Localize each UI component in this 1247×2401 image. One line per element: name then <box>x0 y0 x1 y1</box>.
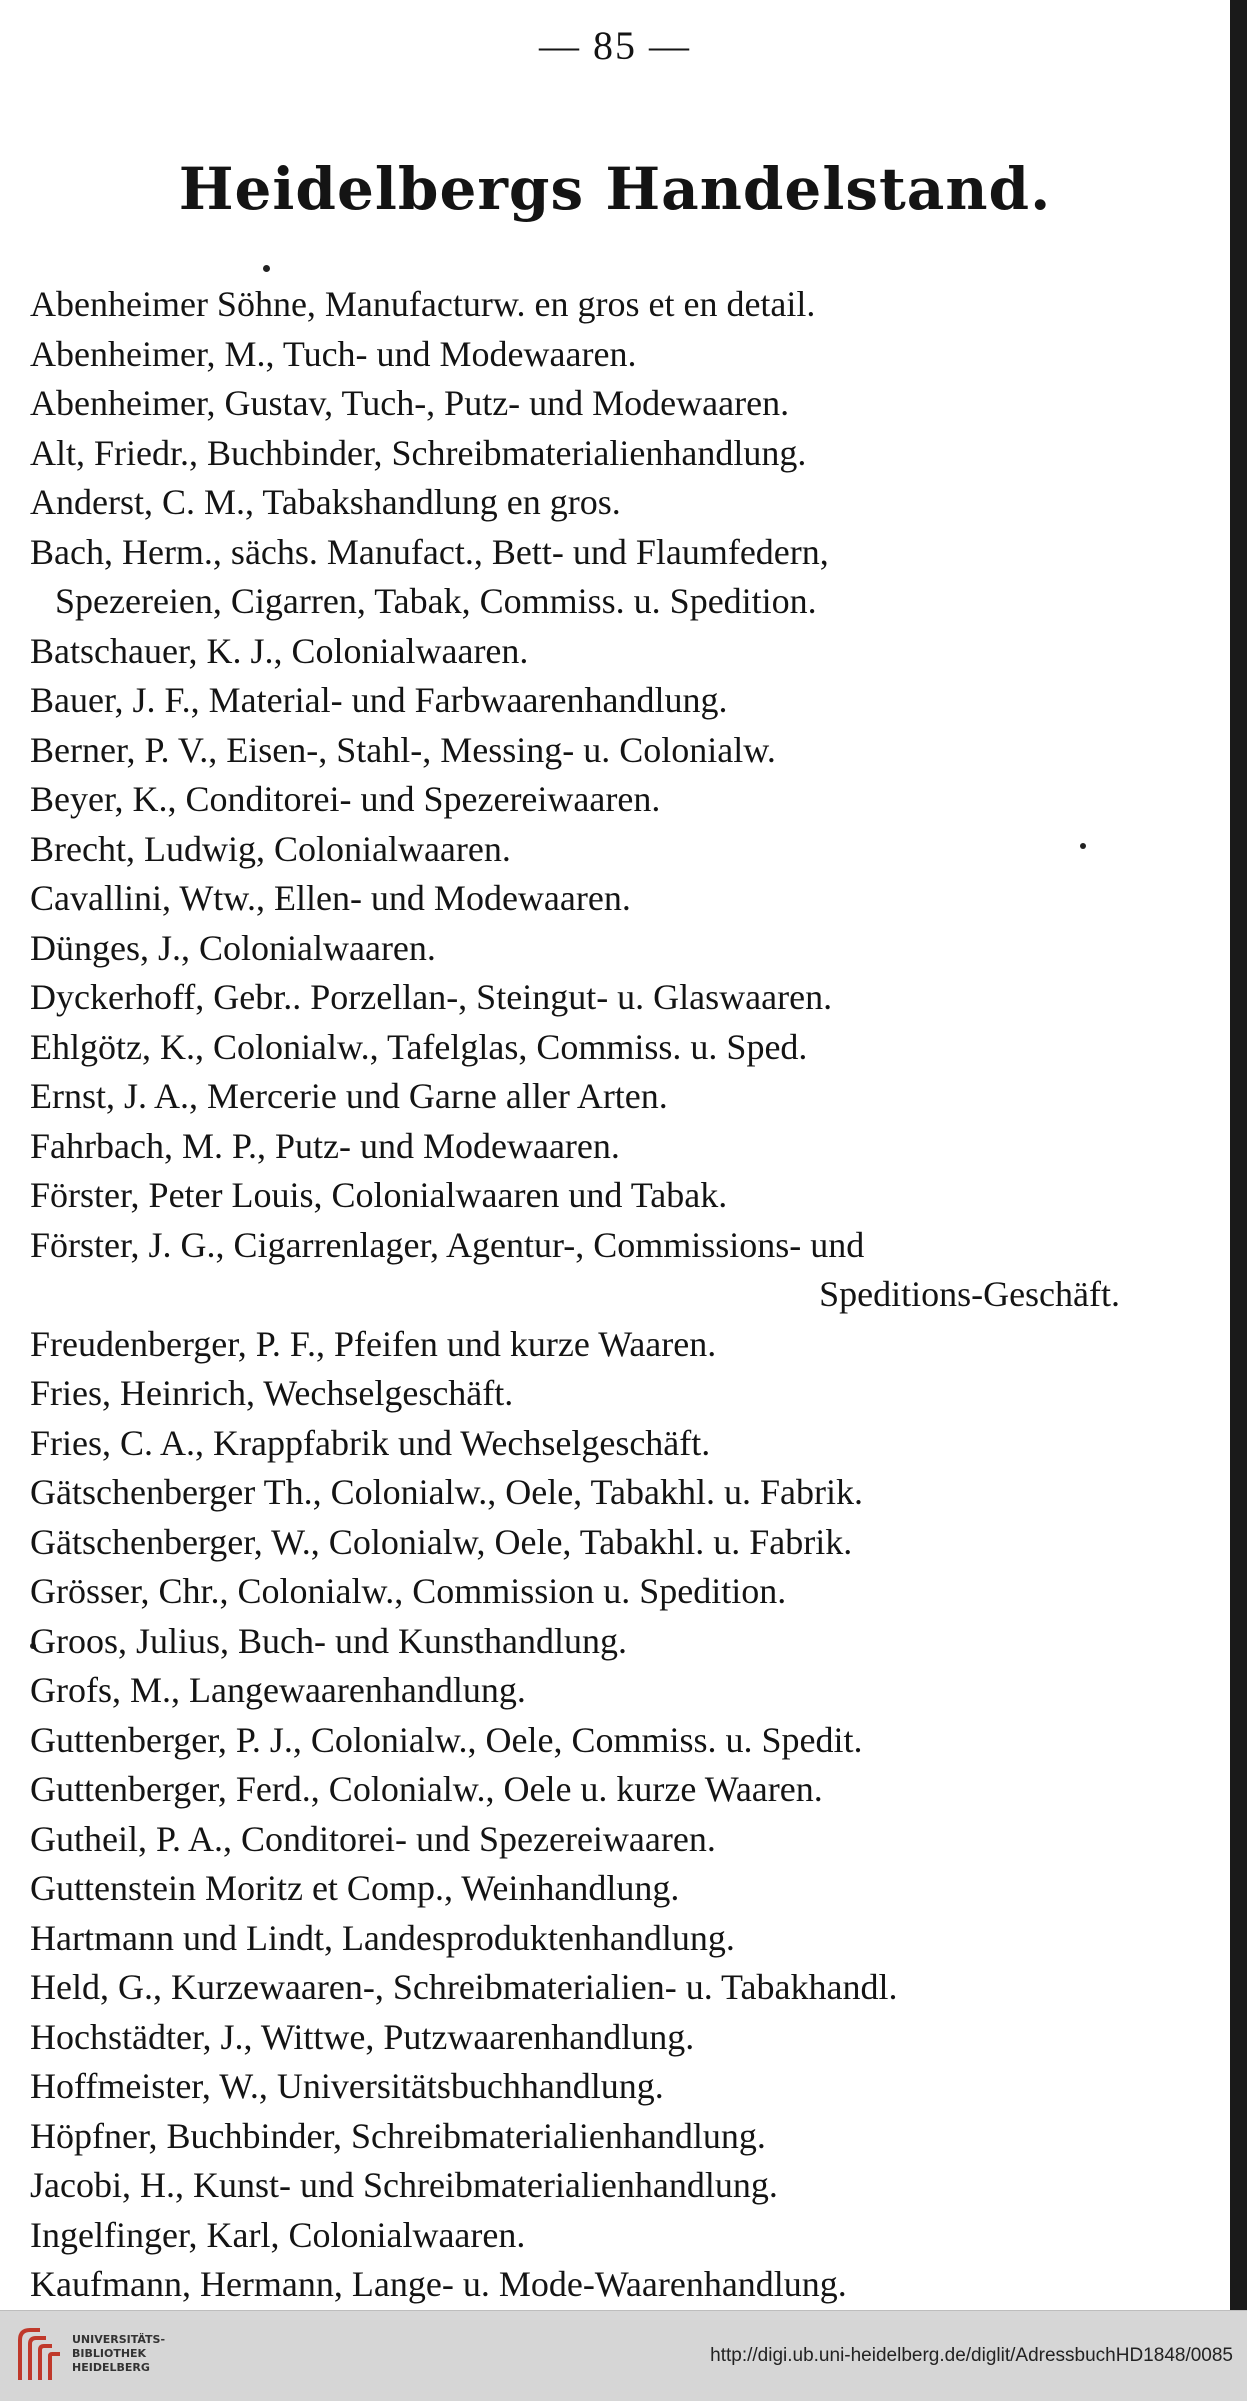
list-item: Bauer, J. F., Material- und Farbwaarenhandlung. <box>30 680 728 720</box>
merchant-list <box>30 280 1150 2310</box>
library-logo-text[interactable] <box>72 2333 165 2375</box>
list-item: Ehlgötz, K., Colonialw., Tafelglas, Commiss. u. Sped. <box>30 1026 808 1067</box>
list-item: Bach, Herm., sächs. Manufact., Bett- und Flaumfedern, <box>30 531 829 572</box>
list-item: Guttenstein Moritz et Comp., Weinhandlung. <box>30 1868 680 1908</box>
logo-line: UNIVERSITÄTS- <box>72 2333 166 2346</box>
list-item: Förster, Peter Louis, Colonialwaaren und Tabak. <box>30 1175 728 1215</box>
list-item: Cavallini, Wtw., Ellen- und Modewaaren. <box>30 878 631 918</box>
list-item: Grofs, M., Langewaarenhandlung. <box>30 1670 526 1710</box>
page-title: Heidelbergs Handelstand. <box>178 155 1052 223</box>
list-item: Höpfner, Buchbinder, Schreibmaterialienhandlung. <box>30 2115 766 2156</box>
list-item: Anderst, C. M., Tabakshandlung en gros. <box>30 482 621 522</box>
list-item: Hochstädter, J., Wittwe, Putzwaarenhandlung. <box>30 2016 695 2057</box>
footer-bar <box>0 2310 1247 2401</box>
list-item-continuation: Speditions-Geschäft. <box>819 1274 1120 1314</box>
list-item: Ernst, J. A., Mercerie und Garne aller Arten. <box>30 1076 668 1116</box>
list-item: Hoffmeister, W., Universitätsbuchhandlung. <box>30 2066 664 2106</box>
list-item: Held, G., Kurzewaaren-, Schreibmaterialien- u. Tabakhandl. <box>30 1967 898 2007</box>
list-item: Abenheimer, M., Tuch- und Modewaaren. <box>30 333 637 374</box>
list-item: Kaufmann, Hermann, Lange- u. Mode-Waarenhandlung. <box>30 2264 847 2304</box>
list-item-continuation: Spezereien, Cigarren, Tabak, Commiss. u. Spedition. <box>55 581 817 621</box>
logo-line: BIBLIOTHEK <box>72 2347 147 2360</box>
list-item: Abenheimer Söhne, Manufacturw. en gros et en detail. <box>30 284 816 324</box>
list-item: Hartmann und Lindt, Landesproduktenhandlung. <box>30 1917 735 1958</box>
list-item: Jacobi, H., Kunst- und Schreibmaterialienhandlung. <box>30 2165 778 2205</box>
list-item: Berner, P. V., Eisen-, Stahl-, Messing- u. Colonialw. <box>30 729 776 770</box>
list-item: Guttenberger, Ferd., Colonialw., Oele u. kurze Waaren. <box>30 1769 823 1809</box>
scan-edge-shadow <box>1230 0 1247 2310</box>
list-item: Gutheil, P. A., Conditorei- und Spezereiwaaren. <box>30 1818 716 1859</box>
list-item: Fahrbach, M. P., Putz- und Modewaaren. <box>30 1125 620 1166</box>
logo-line: HEIDELBERG <box>72 2361 150 2374</box>
list-item: Fries, Heinrich, Wechselgeschäft. <box>30 1373 514 1413</box>
list-item: Guttenberger, P. J., Colonialw., Oele, Commiss. u. Spedit. <box>30 1719 863 1760</box>
list-item: Brecht, Ludwig, Colonialwaaren. <box>30 828 511 869</box>
ink-dot <box>263 265 270 272</box>
list-item: Batschauer, K. J., Colonialwaaren. <box>30 630 529 671</box>
list-item: Freudenberger, P. F., Pfeifen und kurze Waaren. <box>30 1323 717 1364</box>
source-url-link[interactable]: http://digi.ub.uni-heidelberg.de/diglit/AdressbuchHD1848/0085 <box>710 2345 1233 2366</box>
list-item: Dyckerhoff, Gebr.. Porzellan-, Steingut- u. Glaswaaren. <box>30 977 833 1017</box>
list-item: Ingelfinger, Karl, Colonialwaaren. <box>30 2214 526 2255</box>
list-item: Gätschenberger, W., Colonialw, Oele, Tabakhl. u. Fabrik. <box>30 1521 853 1562</box>
ub-heidelberg-logo-icon[interactable] <box>16 2326 66 2384</box>
list-item: Beyer, K., Conditorei- und Spezereiwaaren. <box>30 779 661 819</box>
list-item: Groos, Julius, Buch- und Kunsthandlung. <box>30 1620 627 1661</box>
list-item: Gätschenberger Th., Colonialw., Oele, Tabakhl. u. Fabrik. <box>30 1472 863 1512</box>
list-item: Grösser, Chr., Colonialw., Commission u. Spedition. <box>30 1571 787 1611</box>
list-item: Förster, J. G., Cigarrenlager, Agentur-, Commissions- und <box>30 1224 865 1265</box>
list-item: Abenheimer, Gustav, Tuch-, Putz- und Modewaaren. <box>30 383 790 423</box>
page-number: — 85 — <box>539 23 691 68</box>
list-item: Dünges, J., Colonialwaaren. <box>30 927 436 968</box>
list-item: Alt, Friedr., Buchbinder, Schreibmaterialienhandlung. <box>30 432 807 473</box>
list-item: Fries, C. A., Krappfabrik und Wechselgeschäft. <box>30 1422 711 1463</box>
